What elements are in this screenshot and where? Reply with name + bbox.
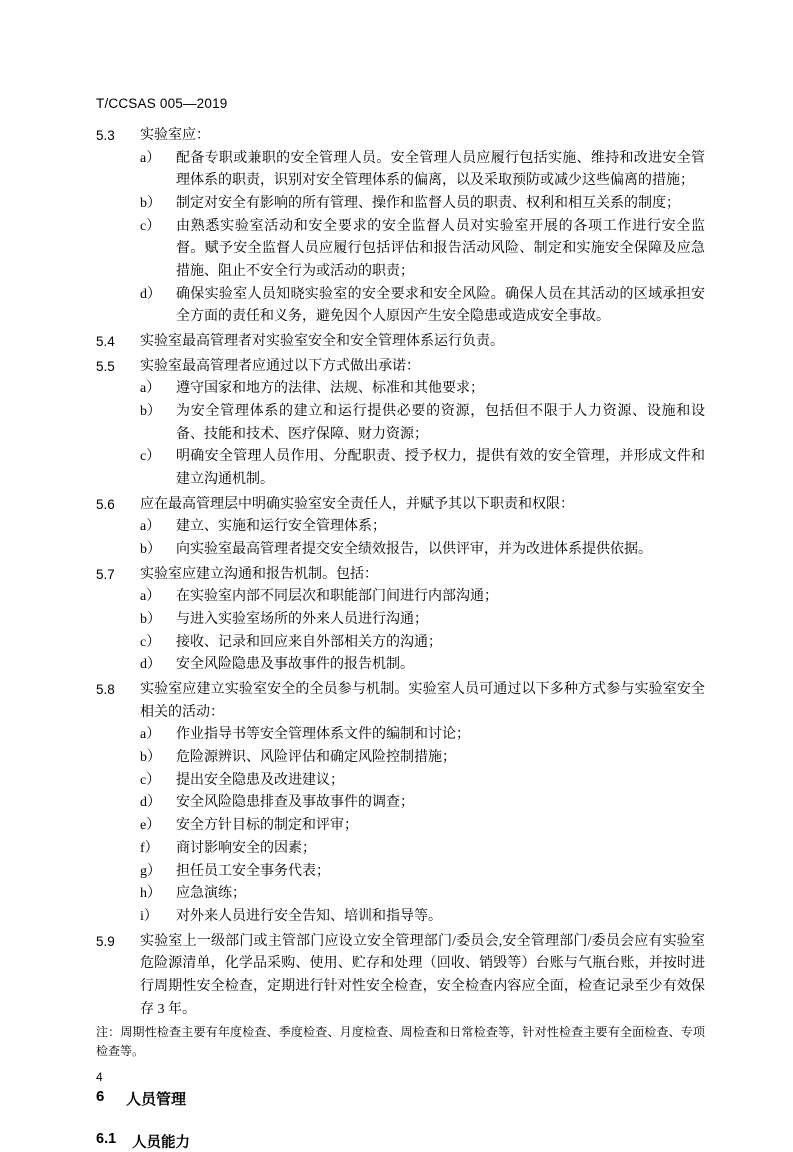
list-item: [140, 378, 705, 401]
list-item: [140, 632, 705, 655]
clause-5-4: [96, 331, 705, 354]
list-item-label: c）: [140, 449, 161, 465]
list-item-label: e）: [140, 818, 161, 834]
clause-number: 5.6: [96, 496, 115, 512]
list-item-text: 确保实验室人员知晓实验室的安全要求和安全风险。确保人员在其活动的区域承担安全方面的责任和义务，避免因个人原因产生安全隐患或造成安全事故。: [176, 286, 705, 325]
list-item: [140, 838, 705, 861]
list-item-label: g）: [140, 863, 161, 879]
clause-text: 实验室应建立实验室安全的全员参与机制。实验室人员可通过以下多种方式参与实验室安全相关的活动：: [140, 682, 705, 720]
list-item-text: 建立、实施和运行安全管理体系；: [176, 519, 386, 535]
list-item-text: 担任员工安全事务代表；: [176, 863, 330, 879]
section-heading-6-1: [96, 1131, 705, 1152]
list-item-text: 安全风险隐患及事故事件的报告机制。: [176, 657, 414, 673]
list-item-text: 明确安全管理人员作用、分配职责、授予权力，提供有效的安全管理，并形成文件和建立沟通机制。: [176, 449, 705, 488]
list-item-label: d）: [140, 657, 161, 673]
list-item-text: 危险源辨识、风险评估和确定风险控制措施；: [176, 750, 456, 766]
clause-number: 5.9: [96, 933, 115, 949]
clause-5-7: [96, 564, 705, 587]
list-item: [140, 148, 705, 193]
list-item-text: 提出安全隐患及改进建议；: [176, 772, 344, 788]
list-item-label: f）: [140, 840, 159, 856]
subsection-number: 6.1: [96, 1130, 117, 1147]
list-item-text: 向实验室最高管理者提交安全绩效报告，以供评审，并为改进体系提供依据。: [176, 542, 652, 558]
clause-number: 5.8: [96, 682, 115, 698]
page-number: 4: [96, 1070, 103, 1084]
subsection-title: 人员能力: [132, 1134, 190, 1151]
clause-5-5: [96, 356, 705, 379]
list-item-text: 制定对安全有影响的所有管理、操作和监督人员的职责、权利和相互关系的制度；: [176, 196, 680, 212]
clause-5-6: [96, 494, 705, 517]
list-item-text: 在实验室内部不同层次和职能部门间进行内部沟通；: [176, 589, 498, 605]
clause-text: 实验室应：: [140, 128, 210, 143]
list-item-label: d）: [140, 286, 161, 302]
list-item-label: a）: [140, 381, 161, 397]
list-item: [140, 724, 705, 747]
clause-number: 5.7: [96, 566, 115, 582]
list-item-label: b）: [140, 612, 161, 628]
clause-number: 5.3: [96, 128, 115, 143]
list-item: [140, 586, 705, 609]
list-item: [140, 516, 705, 539]
section-heading-6: [96, 1088, 705, 1109]
list-item: [140, 401, 705, 446]
clause-text: 实验室最高管理者应通过以下方式做出承诺：: [140, 358, 420, 374]
list-item-text: 与进入实验室场所的外来人员进行沟通；: [176, 612, 428, 628]
clause-5-9: [96, 931, 705, 1022]
clause-5-3: [96, 125, 705, 148]
list-item: [140, 792, 705, 815]
list-item-text: 由熟悉实验室活动和安全要求的安全监督人员对实验室开展的各项工作进行安全监督。赋予安全监督人员应履行包括评估和报告活动风险、制定和实施安全保障及应急措施、阻止不安全行为或活动的职责；: [176, 218, 705, 280]
list-item: [140, 193, 705, 216]
list-item-text: 应急演练；: [176, 886, 246, 902]
clause-text: 应在最高管理层中明确实验室安全责任人，并赋予其以下职责和权限：: [140, 496, 574, 512]
list-item-label: b）: [140, 404, 161, 420]
list-item-label: a）: [140, 589, 161, 605]
list-item-label: c）: [140, 634, 161, 650]
list-item: [140, 216, 705, 284]
list-item: [140, 883, 705, 906]
section-title: 人员管理: [126, 1090, 187, 1108]
list-item-text: 遵守国家和地方的法律、法规、标准和其他要求；: [176, 381, 484, 397]
list-item: [140, 747, 705, 770]
list-item: [140, 446, 705, 491]
list-item-text: 对外来人员进行安全告知、培训和指导等。: [176, 908, 442, 924]
list-item: [140, 906, 705, 929]
clause-5-8: [96, 679, 705, 724]
list-item-text: 配备专职或兼职的安全管理人员。安全管理人员应履行包括实施、维持和改进安全管理体系的职责，识别对安全管理体系的偏离，以及采取预防或减少这些偏离的措施；: [176, 150, 705, 189]
list-item: [140, 609, 705, 632]
clause-number: 5.4: [96, 334, 115, 350]
clause-note: 注：周期性检查主要有年度检查、季度检查、月度检查、周检查和日常检查等，针对性检查主要有全面检查、专项检查等。: [96, 1025, 705, 1059]
list-item-text: 安全方针目标的制定和评审；: [176, 818, 358, 834]
list-item-label: d）: [140, 795, 161, 811]
list-item-text: 接收、记录和回应来自外部相关方的沟通；: [176, 634, 442, 650]
list-item-text: 商讨影响安全的因素；: [176, 840, 316, 856]
list-item-label: a）: [140, 150, 161, 166]
section-number: 6: [96, 1087, 105, 1105]
list-item-text: 为安全管理体系的建立和运行提供必要的资源，包括但不限于人力资源、设施和设备、技能和技术、医疗保障、财力资源；: [176, 404, 705, 442]
clause-text: 实验室应建立沟通和报告机制。包括：: [140, 566, 378, 582]
list-item: [140, 284, 705, 329]
list-item-text: 作业指导书等安全管理体系文件的编制和讨论；: [176, 727, 470, 743]
list-item-label: b）: [140, 542, 161, 558]
clause-number: 5.5: [96, 358, 115, 374]
list-item: [140, 861, 705, 884]
clause-text: 实验室上一级部门或主管部门应设立安全管理部门/委员会,安全管理部门/委员会应有实验室危险源清单，化学品采购、使用、贮存和处理（回收、销毁等）台账与气瓶台账，并按时进行周期性安全检查，定期进行针对性安全检查，安全检查内容应全面，检查记录至少有效保存 3 年。: [140, 933, 705, 1017]
list-item-label: b）: [140, 196, 161, 212]
list-item-label: h）: [140, 886, 161, 902]
list-item: [140, 654, 705, 677]
list-item-label: i）: [140, 908, 158, 924]
list-item-label: a）: [140, 519, 161, 535]
list-item: [140, 539, 705, 562]
clause-text: 实验室最高管理者对实验室安全和安全管理体系运行负责。: [140, 334, 504, 350]
list-item-text: 安全风险隐患排查及事故事件的调查；: [176, 795, 414, 811]
list-item-label: c）: [140, 772, 161, 788]
page-header: T/CCSAS 005—2019: [96, 96, 228, 111]
list-item: [140, 815, 705, 838]
list-item-label: b）: [140, 750, 161, 766]
list-item-label: a）: [140, 727, 161, 743]
list-item: [140, 770, 705, 793]
list-item-label: c）: [140, 218, 161, 234]
